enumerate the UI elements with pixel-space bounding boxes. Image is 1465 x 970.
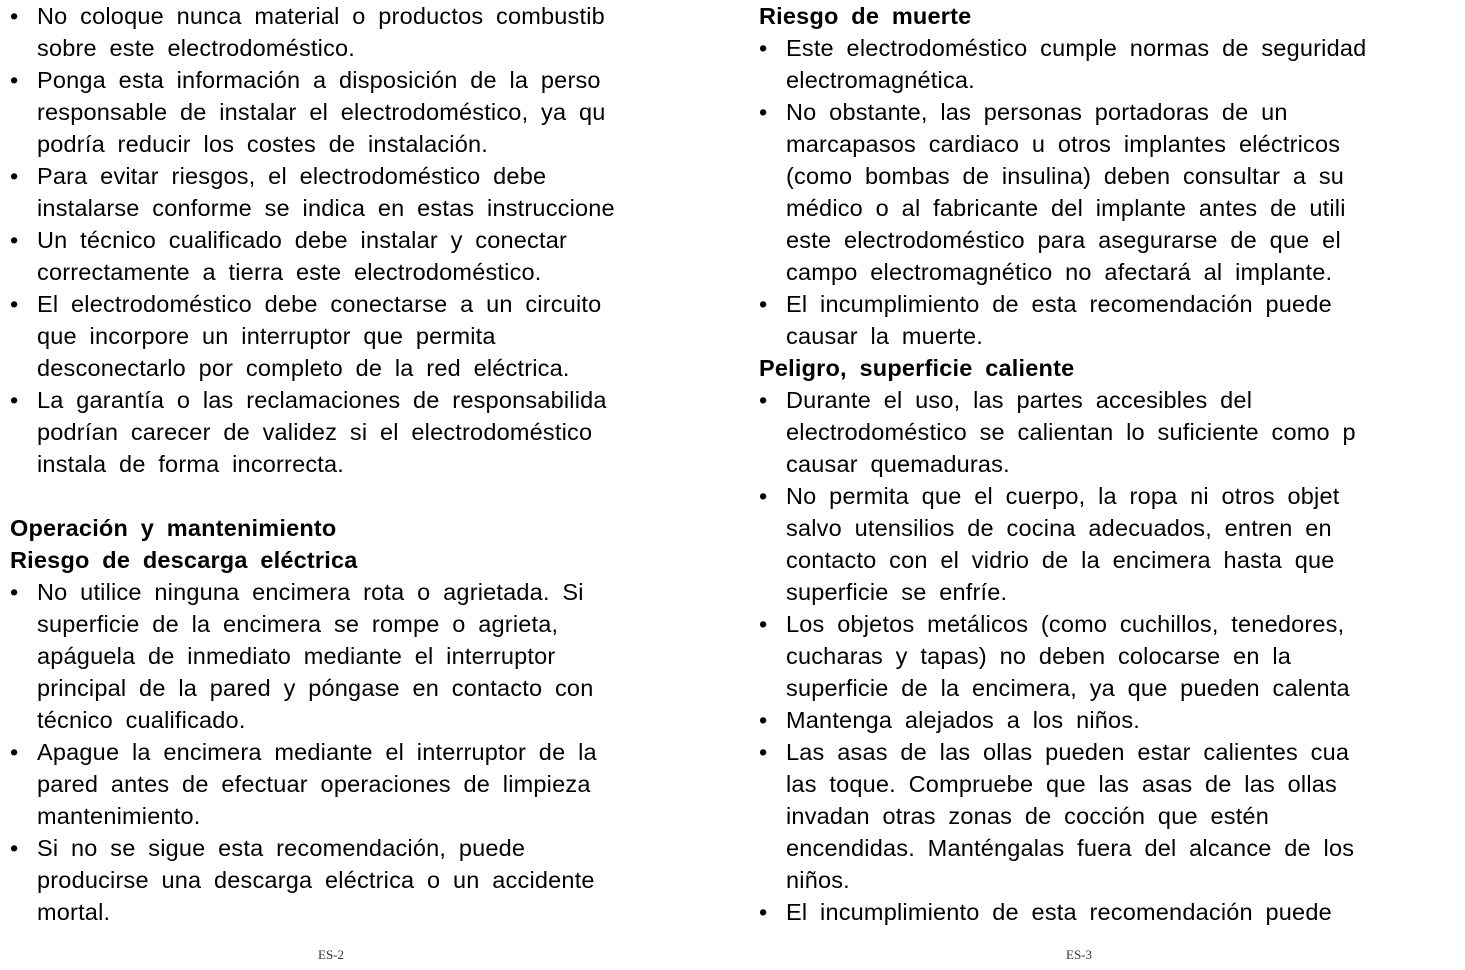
section-heading: Riesgo de muerte [759, 3, 972, 29]
text-line: instala de forma incorrecta. [37, 451, 345, 477]
bullet-line: • La garantía o las reclamaciones de responsabilida [10, 384, 710, 416]
text-line: las toque. Compruebe que las asas de las ollas [786, 771, 1337, 797]
bullet-icon: • [759, 899, 768, 925]
text-line: que incorpore un interruptor que permita [37, 323, 496, 349]
text-line: producirse una descarga eléctrica o un accidente [37, 867, 595, 893]
subsection-heading: Riesgo de descarga eléctrica [10, 547, 358, 573]
text-line: este electrodoméstico para asegurarse de que el [786, 227, 1341, 253]
text-line: marcapasos cardiaco u otros implantes eléctricos [786, 131, 1341, 157]
text-line: podría reducir los costes de instalación. [37, 131, 488, 157]
text-line: principal de la pared y póngase en contacto con [37, 675, 594, 701]
bullet-icon: • [759, 99, 768, 125]
bullet-line: • Mantenga alejados a los niños. [759, 704, 1459, 736]
paragraph-spacer [10, 480, 710, 512]
text-line: causar la muerte. [786, 323, 983, 349]
bullet-line: • Las asas de las ollas pueden estar calientes cua [759, 736, 1459, 768]
bullet-icon: • [10, 3, 19, 29]
text-line: médico o al fabricante del implante antes de utili [786, 195, 1346, 221]
text-line: encendidas. Manténgalas fuera del alcance de los [786, 835, 1355, 861]
section-heading: Peligro, superficie caliente [759, 355, 1075, 381]
bullet-line: • El incumplimiento de esta recomendación puede [759, 896, 1459, 928]
bullet-icon: • [10, 387, 19, 413]
bullet-icon: • [759, 611, 768, 637]
text-line: contacto con el vidrio de la encimera hasta que [786, 547, 1335, 573]
text-line: superficie de la encimera se rompe o agrieta, [37, 611, 559, 637]
bullet-line: • No obstante, las personas portadoras de un [759, 96, 1459, 128]
bullet-icon: • [10, 163, 19, 189]
bullet-icon: • [10, 227, 19, 253]
bullet-line: • Ponga esta información a disposición de la perso [10, 64, 710, 96]
bullet-line: • El electrodoméstico debe conectarse a un circuito [10, 288, 710, 320]
text-line: niños. [786, 867, 850, 893]
bullet-icon: • [759, 35, 768, 61]
bullet-line: • No coloque nunca material o productos combustib [10, 0, 710, 32]
text-line: sobre este electrodoméstico. [37, 35, 356, 61]
text-line: instalarse conforme se indica en estas instruccione [37, 195, 615, 221]
bullet-icon: • [10, 67, 19, 93]
text-line: pared antes de efectuar operaciones de limpieza [37, 771, 591, 797]
right-page-column [759, 0, 1459, 928]
bullet-line: • Los objetos metálicos (como cuchillos, tenedores, [759, 608, 1459, 640]
text-line: cucharas y tapas) no deben colocarse en la [786, 643, 1292, 669]
text-line: podrían carecer de validez si el electrodoméstico [37, 419, 593, 445]
bullet-icon: • [759, 739, 768, 765]
bullet-line: • Si no se sigue esta recomendación, puede [10, 832, 710, 864]
text-line: correctamente a tierra este electrodoméstico. [37, 259, 542, 285]
text-line: electromagnética. [786, 67, 975, 93]
bullet-line: • Para evitar riesgos, el electrodoméstico debe [10, 160, 710, 192]
bullet-line: • Un técnico cualificado debe instalar y conectar [10, 224, 710, 256]
bullet-line: • Apague la encimera mediante el interruptor de la [10, 736, 710, 768]
left-page-column [10, 0, 710, 928]
text-line: (como bombas de insulina) deben consultar a su [786, 163, 1345, 189]
text-line: electrodoméstico se calientan lo suficiente como p [786, 419, 1356, 445]
text-line: invadan otras zonas de cocción que estén [786, 803, 1269, 829]
bullet-icon: • [10, 835, 19, 861]
bullet-line: • El incumplimiento de esta recomendación puede [759, 288, 1459, 320]
bullet-icon: • [759, 707, 768, 733]
bullet-line: • Durante el uso, las partes accesibles del [759, 384, 1459, 416]
text-line: apáguela de inmediato mediante el interruptor [37, 643, 556, 669]
bullet-icon: • [759, 291, 768, 317]
text-line: técnico cualificado. [37, 707, 246, 733]
text-line: desconectarlo por completo de la red eléctrica. [37, 355, 570, 381]
bullet-line: • No permita que el cuerpo, la ropa ni otros objet [759, 480, 1459, 512]
text-line: causar quemaduras. [786, 451, 1010, 477]
text-line: mantenimiento. [37, 803, 201, 829]
text-line: mortal. [37, 899, 111, 925]
bullet-icon: • [10, 739, 19, 765]
bullet-icon: • [759, 387, 768, 413]
bullet-line: • Este electrodoméstico cumple normas de seguridad [759, 32, 1459, 64]
bullet-icon: • [10, 291, 19, 317]
text-line: salvo utensilios de cocina adecuados, entren en [786, 515, 1332, 541]
text-line: superficie se enfríe. [786, 579, 1008, 605]
bullet-line: • No utilice ninguna encimera rota o agrietada. Si [10, 576, 710, 608]
page-number-right: ES-3 [1066, 947, 1092, 962]
page-number-left: ES-2 [318, 947, 344, 962]
text-line: superficie de la encimera, ya que pueden calenta [786, 675, 1350, 701]
text-line: responsable de instalar el electrodoméstico, ya qu [37, 99, 606, 125]
bullet-icon: • [10, 579, 19, 605]
section-heading: Operación y mantenimiento [10, 515, 337, 541]
text-line: campo electromagnético no afectará al implante. [786, 259, 1333, 285]
bullet-icon: • [759, 483, 768, 509]
